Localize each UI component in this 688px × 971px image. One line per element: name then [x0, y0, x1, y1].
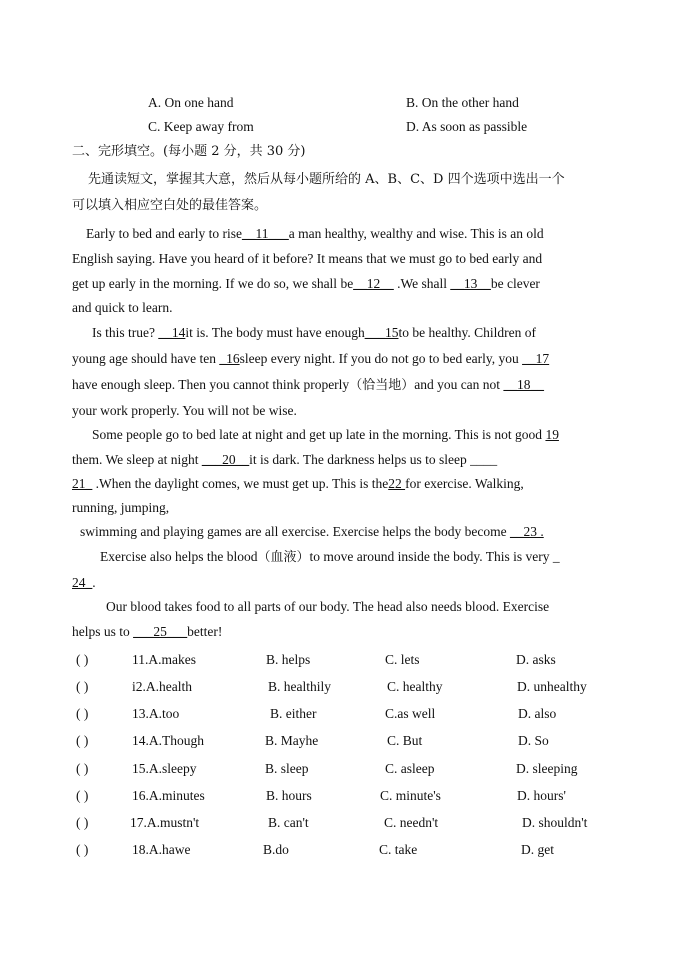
option-b: B. either — [270, 706, 317, 721]
option-c: C.as well — [385, 706, 436, 721]
blank-19: 19 — [545, 427, 559, 442]
option-a: 15.A.sleepy — [132, 761, 197, 776]
option-d: D. So — [518, 733, 549, 748]
option-c: C. take — [379, 842, 418, 857]
question-row — [76, 651, 636, 669]
blank-25: ___25___ — [133, 624, 188, 639]
option-d: D. hours' — [517, 788, 566, 803]
passage-p1-line1: Early to bed and early to rise__11___a man healthy, wealthy and wise. This is an old — [86, 226, 544, 241]
blank-18: __18__ — [503, 377, 544, 392]
answer-blank[interactable]: ( ) — [76, 733, 89, 748]
option-c: C. asleep — [385, 761, 435, 776]
option-a: 11.A.makes — [132, 652, 196, 667]
passage-p3-line7: 24_. — [72, 575, 96, 590]
passage-p1-line3: get up early in the morning. If we do so, we shall be__12__ .We shall __13__be clever — [72, 276, 540, 291]
option-b: B. hours — [266, 788, 312, 803]
answer-blank[interactable]: ( ) — [76, 652, 89, 667]
answer-blank[interactable]: ( ) — [76, 706, 89, 721]
passage-p1-line4: and quick to learn. — [72, 300, 173, 315]
blank-22: 22 — [388, 476, 406, 491]
blank-24-start: _ — [552, 549, 560, 564]
option-c: C. minute's — [380, 788, 441, 803]
blank-17: __17 — [522, 351, 550, 366]
prev-option-c: C. Keep away from — [148, 119, 254, 134]
question-row — [76, 814, 636, 832]
prev-option-b: B. On the other hand — [406, 95, 519, 110]
answer-blank[interactable]: ( ) — [76, 761, 89, 776]
passage-p3-line4: running, jumping, — [72, 500, 170, 515]
question-row — [76, 705, 636, 723]
answer-blank[interactable]: ( ) — [76, 788, 89, 803]
option-b: B. Mayhe — [265, 733, 319, 748]
passage-p2-line3: have enough sleep. Then you cannot think properly（恰当地）and you can not __18__ — [72, 377, 544, 393]
blank-14: __14 — [158, 325, 186, 340]
passage-p4-line2: helps us to ___25___better! — [72, 624, 223, 639]
passage-p3-line6: Exercise also helps the blood（血液）to move around inside the body. This is very _ — [100, 549, 560, 565]
option-c: C. But — [387, 733, 423, 748]
option-b: B.do — [263, 842, 289, 857]
option-c: C. healthy — [387, 679, 443, 694]
option-d: D. get — [521, 842, 554, 857]
question-row — [76, 732, 636, 750]
passage-p2-line4: your work properly. You will not be wise. — [72, 403, 297, 418]
option-b: B. healthily — [268, 679, 331, 694]
passage-p3-line3: 21_ .When the daylight comes, we must get up. This is the22 for exercise. Walking, — [72, 476, 524, 491]
passage-p3-line2: them. We sleep at night ___20__it is dark. The darkness helps us to sleep ____ — [72, 452, 498, 467]
option-c: C. lets — [385, 652, 420, 667]
option-b: B. helps — [266, 652, 311, 667]
option-a: i2.A.health — [132, 679, 192, 694]
option-d: D. also — [518, 706, 557, 721]
option-d: D. sleeping — [516, 761, 578, 776]
blank-21-start: ____ — [470, 452, 498, 467]
option-d: D. shouldn't — [522, 815, 588, 830]
option-c: C. needn't — [384, 815, 439, 830]
blank-11: __11___ — [241, 226, 289, 241]
blank-16: _16 — [219, 351, 240, 366]
passage-p4-line1: Our blood takes food to all parts of our body. The head also needs blood. Exercise — [106, 599, 550, 614]
blank-21-end: 21_ — [72, 476, 93, 491]
question-row — [76, 760, 636, 778]
blank-24-end: 24_ — [72, 575, 93, 590]
blank-23: __23 . — [509, 524, 544, 539]
passage-p3-line1: Some people go to bed late at night and get up late in the morning. This is not good 19 — [92, 427, 559, 442]
option-b: B. can't — [268, 815, 309, 830]
option-a: 17.A.mustn't — [130, 815, 200, 830]
option-a: 13.A.too — [132, 706, 180, 721]
blank-20: ___20__ — [201, 452, 250, 467]
passage-p2-line2: young age should have ten _16sleep every night. If you do not go to bed early, you __17 — [72, 351, 550, 366]
question-row — [76, 678, 636, 696]
answer-blank[interactable]: ( ) — [76, 815, 89, 830]
answer-blank[interactable]: ( ) — [76, 679, 89, 694]
passage-p2-line1: Is this true? __14it is. The body must have enough___15to be healthy. Children of — [92, 325, 536, 340]
blank-12: __12__ — [353, 276, 394, 291]
instructions-line-1: 先通读短文，掌握其大意，然后从每小题所给的 A、B、C、D 四个选项中选出一个 — [88, 172, 565, 187]
option-d: D. asks — [516, 652, 556, 667]
section-heading: 二、完形填空。(每小题 2 分，共 30 分) — [72, 144, 306, 159]
prev-option-d: D. As soon as passible — [406, 119, 528, 134]
option-d: D. unhealthy — [517, 679, 587, 694]
answer-blank[interactable]: ( ) — [76, 842, 89, 857]
passage-p1-line2: English saying. Have you heard of it before? It means that we must go to bed early and — [72, 251, 543, 266]
option-b: B. sleep — [265, 761, 309, 776]
question-row — [76, 841, 636, 859]
question-row — [76, 787, 636, 805]
prev-option-a: A. On one hand — [148, 95, 234, 110]
option-a: 14.A.Though — [132, 733, 204, 748]
passage-p3-line5: swimming and playing games are all exercise. Exercise helps the body become __23 . — [80, 524, 544, 539]
option-a: 18.A.hawe — [132, 842, 191, 857]
option-a: 16.A.minutes — [132, 788, 205, 803]
blank-13: __13__ — [450, 276, 491, 291]
instructions-line-2: 可以填入相应空白处的最佳答案。 — [72, 198, 268, 213]
blank-15: ___15 — [364, 325, 399, 340]
